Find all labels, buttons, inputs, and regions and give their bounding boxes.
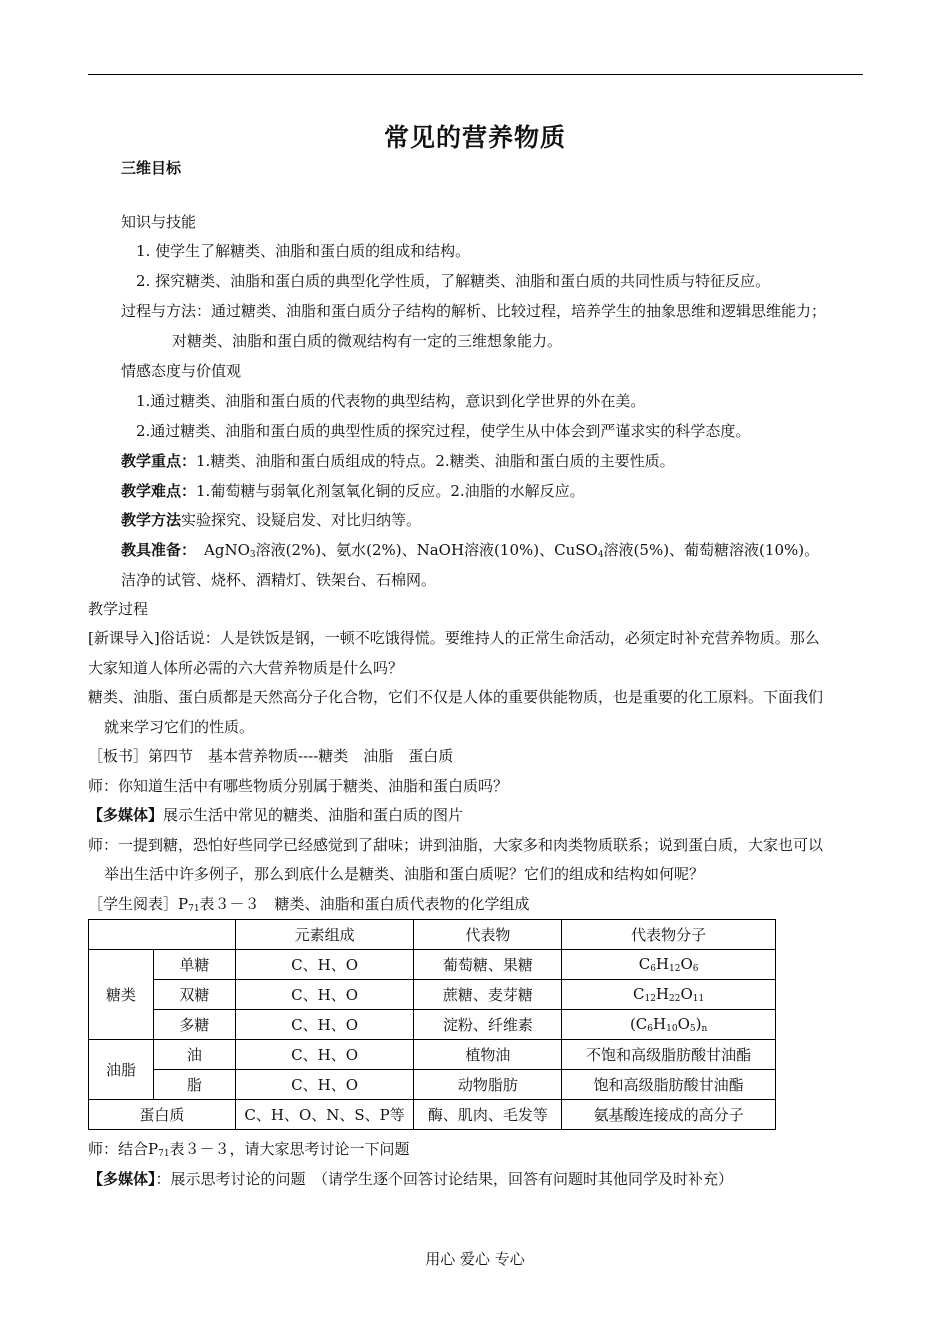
key-points-label: 教学重点： xyxy=(121,452,197,470)
table-cell: C、H、O xyxy=(235,1040,414,1070)
methods-label: 教学方法 xyxy=(121,511,182,529)
group-cell: 糖类 xyxy=(89,950,154,1040)
table-cell: 单糖 xyxy=(153,950,235,980)
table-row xyxy=(89,1040,776,1070)
table-cell: 多糖 xyxy=(153,1010,235,1040)
table-row xyxy=(89,1100,776,1130)
difficulties-text: 1.葡萄糖与弱氧化剂氢氧化铜的反应。2.油脂的水解反应。 xyxy=(196,482,585,500)
table-cell: C、H、O xyxy=(235,980,414,1010)
table-cell: 植物油 xyxy=(414,1040,562,1070)
tools: 教具准备： AgNO$_3$溶液(2%)、氨水(2%)、NaOH溶液(10%)、CuSO$_4$溶液(5%)、葡萄糖溶液(10%)。 xyxy=(121,541,820,560)
tools-line2: 洁净的试管、烧杯、酒精灯、铁架台、石棉网。 xyxy=(121,571,437,589)
header-rule xyxy=(88,74,863,75)
table-cell: 淀粉、纤维素 xyxy=(414,1010,562,1040)
multimedia-line: 【多媒体】展示生活中常见的糖类、油脂和蛋白质的图片 xyxy=(88,806,464,824)
page-footer: 用心 爱心 专心 xyxy=(425,1250,525,1268)
difficulties xyxy=(121,481,585,501)
group-cell: 蛋白质 xyxy=(89,1100,236,1130)
emotion-item: 1.通过糖类、油脂和蛋白质的代表物的典型结构，意识到化学世界的外在美。 xyxy=(136,392,646,410)
multimedia-line: 【多媒体】：展示思考讨论的问题 （请学生逐个回答讨论结果，回答有问题时其他同学及时补充） xyxy=(88,1170,734,1188)
page-title: 常见的营养物质 xyxy=(383,123,566,152)
formula-cell: $C_6H_{12}O_6$ xyxy=(562,950,776,980)
teacher-question: 师：一提到糖，恐怕好些同学已经感觉到了甜味；讲到油脂，大家多和肉类物质联系；说到蛋白质，大家也可以 xyxy=(88,836,824,854)
table-row xyxy=(89,1010,776,1040)
table-header-row xyxy=(89,920,776,950)
multimedia-label: 【多媒体】 xyxy=(88,806,164,824)
table-caption: ［学生阅表$]P_{71}$表３－３ 糖类、油脂和蛋白质代表物的化学组成 xyxy=(88,895,530,914)
tools-text-a: AgNO xyxy=(204,541,250,559)
key-points-text: 1.糖类、油脂和蛋白质组成的特点。2.糖类、油脂和蛋白质的主要性质。 xyxy=(196,452,675,470)
multimedia-label: 【多媒体】 xyxy=(88,1170,156,1188)
emotion-heading: 情感态度与价值观 xyxy=(121,362,242,380)
table-cell: C、H、O xyxy=(235,950,414,980)
table-header-empty xyxy=(89,920,236,950)
board-line: ［板书］第四节 基本营养物质----糖类 油脂 蛋白质 xyxy=(88,747,454,765)
emotion-item: 2.通过糖类、油脂和蛋白质的典型性质的探究过程，使学生从中体会到严谨求实的科学态度。 xyxy=(136,422,751,440)
key-points xyxy=(121,451,675,471)
knowledge-item: 1. 使学生了解糖类、油脂和蛋白质的组成和结构。 xyxy=(136,242,471,260)
table-row xyxy=(89,1070,776,1100)
methods xyxy=(121,510,421,530)
composition-table xyxy=(88,919,776,1130)
table-cell: 油 xyxy=(153,1040,235,1070)
table-row xyxy=(89,980,776,1010)
table-header: 代表物 xyxy=(414,920,562,950)
process-method-line: 过程与方法：通过糖类、油脂和蛋白质分子结构的解析、比较过程，培养学生的抽象思维和逻辑思维能力； xyxy=(121,302,827,320)
formula-cell: $C_{12}H_{22}O_{11}$ xyxy=(562,980,776,1010)
paragraph-line: 糖类、油脂、蛋白质都是天然高分子化合物，它们不仅是人体的重要供能物质，也是重要的化工原料。下面我们 xyxy=(88,688,824,706)
tools-label: 教具准备： xyxy=(121,541,197,559)
paragraph-line: 就来学习它们的性质。 xyxy=(104,718,255,736)
process-heading: 教学过程 xyxy=(88,600,149,618)
table-cell: 动物脂肪 xyxy=(414,1070,562,1100)
process-method-line: 对糖类、油脂和蛋白质的微观结构有一定的三维想象能力。 xyxy=(172,332,563,350)
intro-line: 大家知道人体所必需的六大营养物质是什么吗？ xyxy=(88,659,404,677)
table-header: 元素组成 xyxy=(235,920,414,950)
table-header: 代表物分子 xyxy=(562,920,776,950)
table-cell: 双糖 xyxy=(153,980,235,1010)
table-cell: 饱和高级脂肪酸甘油酯 xyxy=(562,1070,776,1100)
table-cell: C、H、O xyxy=(235,1070,414,1100)
difficulties-label: 教学难点： xyxy=(121,482,197,500)
methods-text: 实验探究、设疑启发、对比归纳等。 xyxy=(181,511,422,529)
section-heading: 三维目标 xyxy=(121,159,182,177)
knowledge-item: 2. 探究糖类、油脂和蛋白质的典型化学性质，了解糖类、油脂和蛋白质的共同性质与特征反应。 xyxy=(136,272,771,290)
teacher-question: 师：结合$P_{71}$表３－３，请大家思考讨论一下问题 xyxy=(88,1140,410,1159)
table-cell: C、H、O xyxy=(235,1010,414,1040)
table-cell: 酶、肌肉、毛发等 xyxy=(414,1100,562,1130)
table-cell: 葡萄糖、果糖 xyxy=(414,950,562,980)
table-cell: C、H、O、N、S、P等 xyxy=(235,1100,414,1130)
table-cell: 脂 xyxy=(153,1070,235,1100)
knowledge-heading: 知识与技能 xyxy=(121,213,197,231)
teacher-question: 举出生活中许多例子，那么到底什么是糖类、油脂和蛋白质呢？它们的组成和结构如何呢？ xyxy=(104,865,705,883)
table-cell: 蔗糖、麦芽糖 xyxy=(414,980,562,1010)
intro-line: [新课导入]俗话说：人是铁饭是钢，一顿不吃饿得慌。要维持人的正常生命活动，必须定时补充营养物质。那么 xyxy=(88,629,820,647)
group-cell: 油脂 xyxy=(89,1040,154,1100)
table-cell: 氨基酸连接成的高分子 xyxy=(562,1100,776,1130)
teacher-question: 师：你知道生活中有哪些物质分别属于糖类、油脂和蛋白质吗？ xyxy=(88,777,509,795)
table-row xyxy=(89,950,776,980)
table-cell: 不饱和高级脂肪酸甘油酯 xyxy=(562,1040,776,1070)
formula-cell: $(C_6H_{10}O_5)_n$ xyxy=(562,1010,776,1040)
